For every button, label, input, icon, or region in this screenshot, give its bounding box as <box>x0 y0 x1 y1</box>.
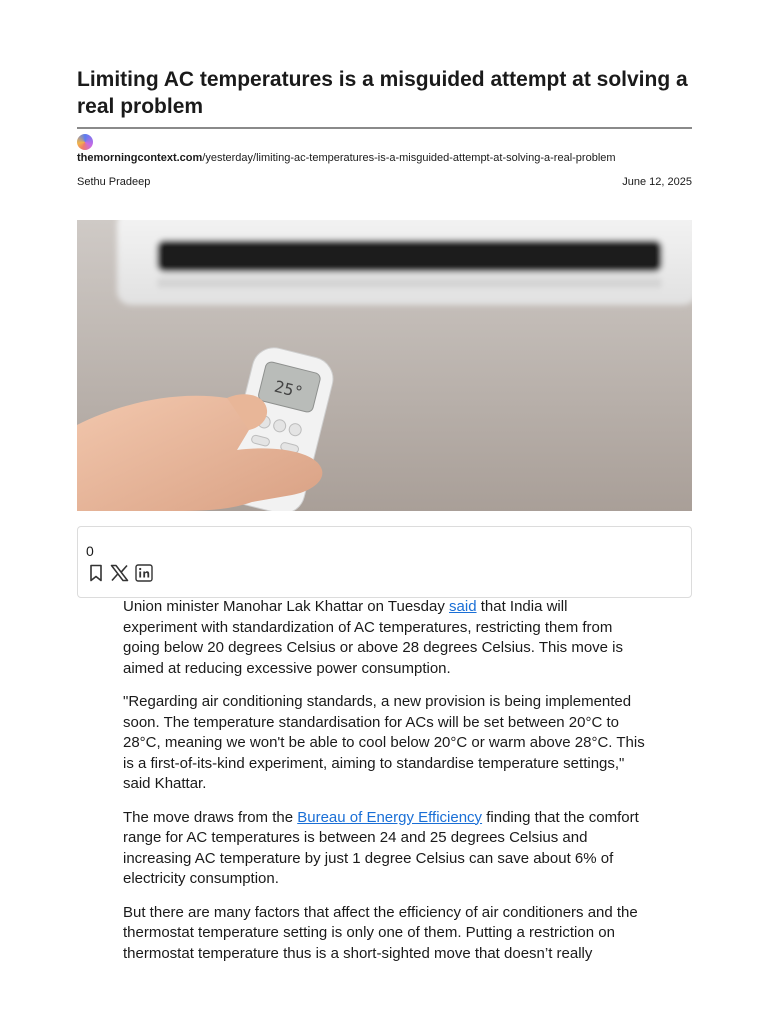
source-url[interactable] <box>77 152 692 164</box>
x-twitter-icon[interactable] <box>110 564 129 582</box>
paragraph-3: The move draws from the Bureau of Energy Efficiency finding that the comfort range for AC temperatures is between 24 and 25 degrees Celsius and increasing AC temperature by just 1 degree Celsius can save about 6% of electricity consumption. <box>123 808 639 887</box>
paragraph-1: Union minister Manohar Lak Khattar on Tuesday said that India will experiment with standardization of AC temperatures, restricting them from going below 20 degrees Celsius or above 28 degrees Celsius. This move is aimed at reducing excessive power consumption. <box>123 598 624 677</box>
page-title: Limiting AC temperatures is a misguided attempt at solving a real problem <box>77 68 688 118</box>
share-count: 0 <box>86 543 94 559</box>
title-divider <box>77 127 692 129</box>
bee-link[interactable]: Bureau of Energy Efficiency <box>297 808 483 826</box>
byline-row <box>77 176 692 188</box>
source-path: /yesterday/limiting-ac-temperatures-is-a-misguided-attempt-at-solving-a-real-problem <box>202 152 616 164</box>
site-favicon-icon <box>77 134 93 150</box>
said-link[interactable]: said <box>449 598 477 615</box>
share-panel <box>77 526 692 598</box>
remote-display: 25° <box>272 376 306 403</box>
linkedin-icon[interactable] <box>135 564 153 582</box>
publish-date: June 12, 2025 <box>622 176 692 188</box>
paragraph-2: "Regarding air conditioning standards, a new provision is being implemented soon. The temperature standardisation for ACs will be set between 20°C to 28°C, meaning we won't be able to cool below 20°C or warm above 28°C. This is a first-of-its-kind experiment, aiming to standardise temperature settings," said Khattar. <box>123 693 645 792</box>
share-icons <box>88 564 153 582</box>
article-body <box>123 597 645 977</box>
author-name: Sethu Pradeep <box>77 176 151 188</box>
source-domain: themorningcontext.com <box>77 152 203 164</box>
article-header <box>77 66 692 188</box>
paragraph-4: But there are many factors that affect the efficiency of air conditioners and the thermostat temperature setting is only one of them. Putting a restriction on thermostat temperature thus is a short-sighted move that doesn’t really <box>123 903 638 962</box>
bookmark-icon[interactable] <box>88 564 104 582</box>
hero-image <box>77 220 692 511</box>
